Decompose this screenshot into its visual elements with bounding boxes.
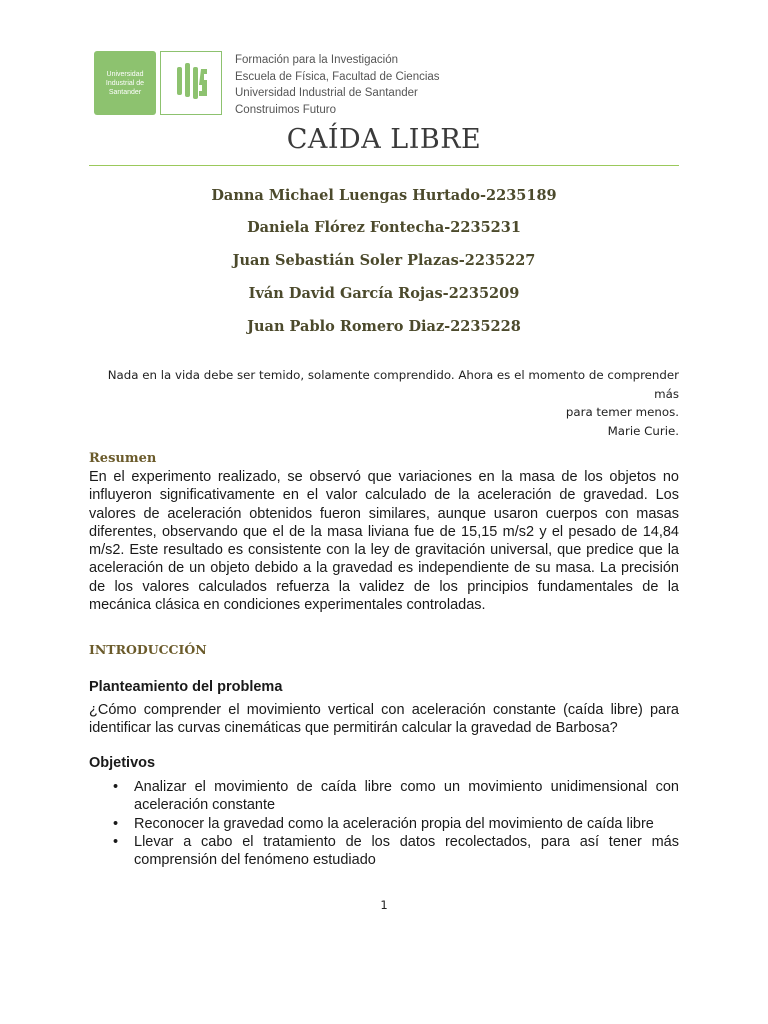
resumen-paragraph: En el experimento realizado, se observó que variaciones en la masa de los objetos no influyeron significativamente en el valor calculado de la aceleración de gravedad. Los valores de aceleración obtenidos fueron similares, aunque usaron cuerpos con masas diferentes, observando que el de la masa liviana fue de 15,15 m/s2 y el pesado de 14,84 m/s2. Este resultado es consistente con la ley de gravitación universal, que predice que la aceleración de un objeto debido a la gravedad es independiente de su masa. La precisión de los valores calculados refuerza la validez de los principios fundamentales de la mecánica clásica en condiciones experimentales controladas.	[89, 469, 679, 614]
problema-paragraph: ¿Cómo comprender el movimiento vertical con aceleración constante (caída libre) para identificar las curvas cinemáticas que permitirán calcular la gravedad de Barbosa?	[89, 702, 679, 737]
quote-line: Nada en la vida debe ser temido, solamente comprendido. Ahora es el momento de comprender más	[107, 368, 679, 401]
quote-line: para temer menos.	[565, 405, 679, 419]
epigraph-quote	[89, 366, 679, 440]
problema-heading: Planteamiento del problema	[89, 679, 283, 695]
logo-text-line: Santander	[108, 88, 142, 96]
page-number: 1	[380, 898, 388, 912]
list-item-text: Analizar el movimiento de caída libre como un movimiento unidimensional con aceleración constante	[134, 779, 679, 814]
header-line: Construimos Futuro	[235, 103, 336, 116]
list-item	[89, 815, 679, 833]
author-name: Iván David García Rojas-2235209	[248, 285, 520, 302]
list-item	[89, 778, 679, 815]
logo-text-line: Universidad	[106, 70, 144, 78]
quote-author: Marie Curie.	[607, 423, 679, 438]
objetivos-list	[89, 778, 679, 869]
header-line: Escuela de Física, Facultad de Ciencias	[235, 70, 440, 83]
header-line: Formación para la Investigación	[235, 54, 398, 66]
list-item	[89, 833, 679, 870]
title-divider	[89, 165, 679, 166]
logo-text-line: Industrial de	[105, 79, 145, 87]
list-item-text: Llevar a cabo el tratamiento de los datos recolectados, para así tener más comprensión del fenómeno estudiado	[134, 833, 679, 869]
introduccion-heading: INTRODUCCIÓN	[89, 642, 207, 657]
document-title: CAÍDA LIBRE	[286, 124, 482, 155]
list-item-text: Reconocer la gravedad como la aceleración propia del movimiento de caída libre	[134, 815, 654, 832]
author-name: Juan Sebastián Soler Plazas-2235227	[232, 252, 536, 269]
author-name: Juan Pablo Romero Diaz-2235228	[247, 318, 521, 335]
author-name: Daniela Flórez Fontecha-2235231	[247, 219, 521, 236]
bullet-icon: •	[113, 779, 119, 795]
resumen-heading: Resumen	[89, 451, 157, 466]
objetivos-heading: Objetivos	[89, 755, 156, 771]
bullet-icon: •	[113, 833, 119, 850]
university-logo	[94, 51, 156, 115]
bullet-icon: •	[113, 815, 119, 832]
author-name: Danna Michael Luengas Hurtado-2235189	[211, 187, 557, 204]
uis-logo-icon	[165, 57, 217, 109]
header-line: Universidad Industrial de Santander	[235, 87, 418, 99]
institution-header	[235, 52, 440, 118]
uis-logo	[160, 51, 222, 115]
